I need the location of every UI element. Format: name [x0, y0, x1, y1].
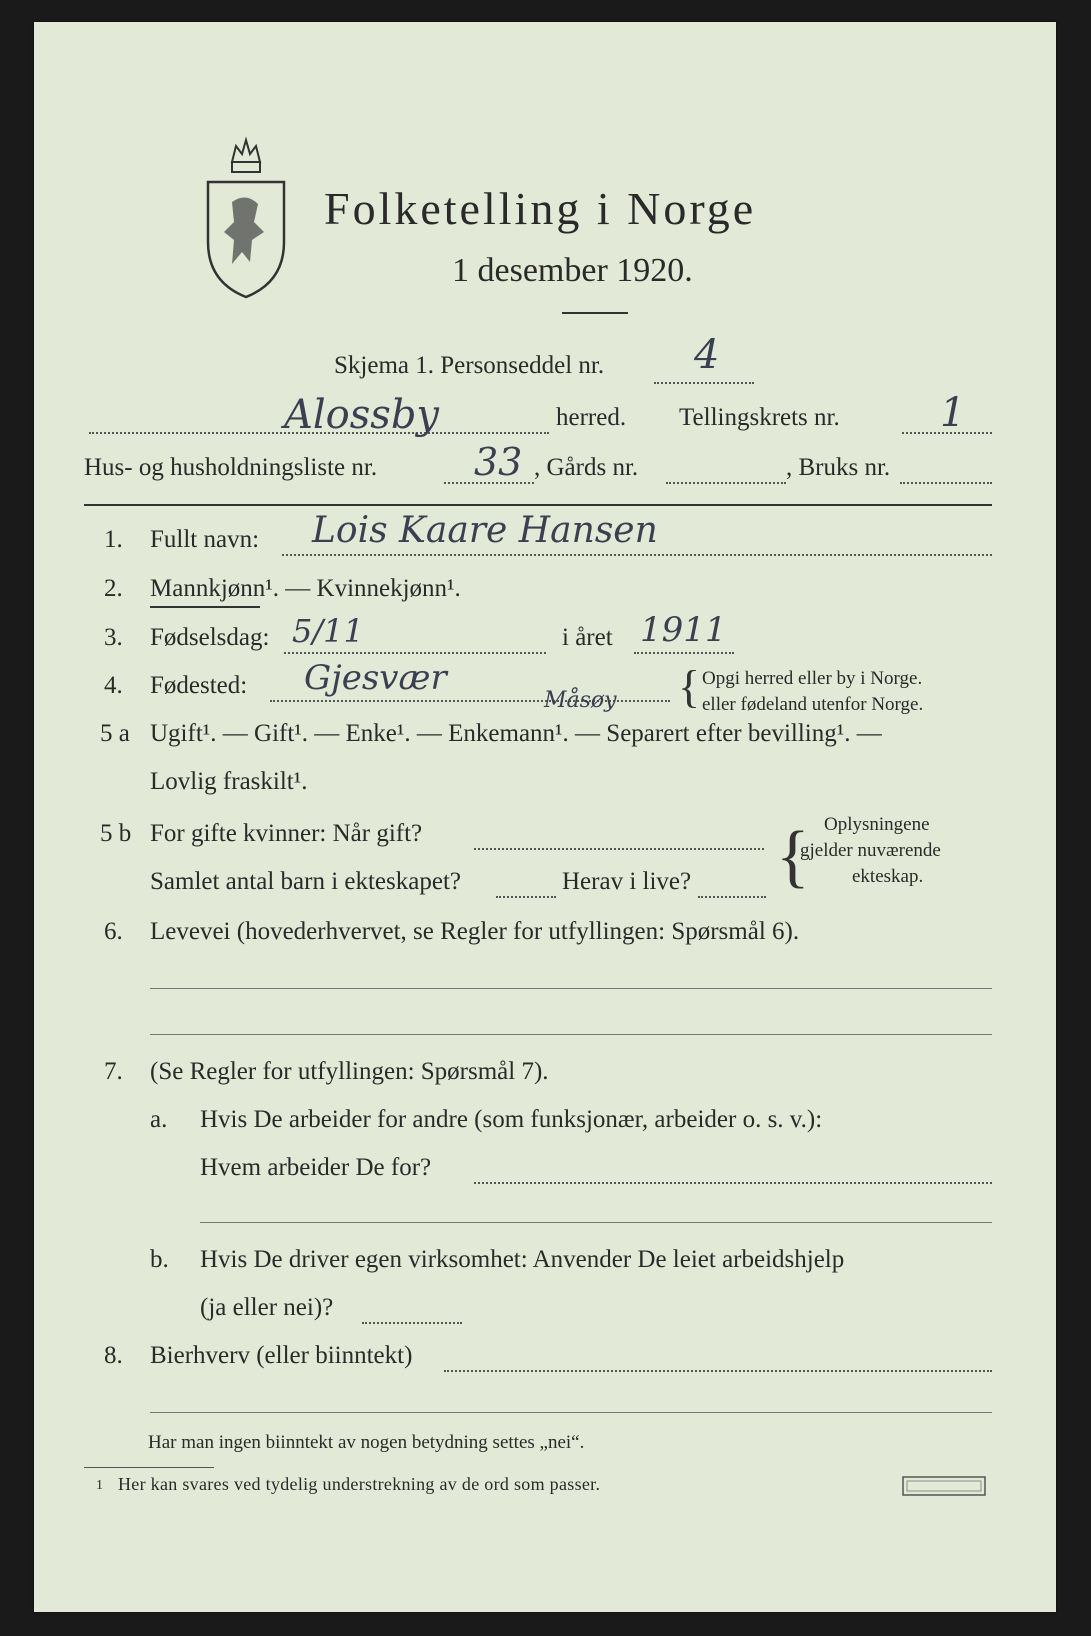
- q7b-line-2: (ja eller nei)?: [200, 1294, 334, 1321]
- q2-underline-mannkjonn: [150, 606, 260, 608]
- printer-stamp-icon: [902, 1476, 986, 1496]
- q4-note-1: Opgi herred eller by i Norge.: [702, 668, 923, 689]
- q6-label: Levevei (hovederhvervet, se Regler for utfyllingen: Spørsmål 6).: [150, 918, 800, 945]
- q4-brace: {: [678, 661, 701, 712]
- q5b-label-3: Herav i live?: [562, 868, 692, 895]
- no-income-note: Har man ingen biinntekt av nogen betydning settes „nei“.: [148, 1432, 585, 1453]
- q2-label: Mannkjønn¹. — Kvinnekjønn¹.: [150, 575, 461, 602]
- q3-year-value: 1911: [640, 610, 727, 650]
- norwegian-coat-of-arms-icon: [202, 132, 290, 300]
- q3-number: 3.: [104, 624, 123, 651]
- q5b-brace: {: [776, 818, 810, 895]
- q5b-note-2: gjelder nuværende: [800, 840, 941, 861]
- form-date: 1 desember 1920.: [452, 252, 693, 289]
- q4-value-2: Måsøy: [544, 688, 617, 713]
- footnote-divider: [84, 1467, 214, 1468]
- q7a-marker: a.: [150, 1106, 168, 1133]
- q6-number: 6.: [104, 918, 123, 945]
- q4-note-2: eller fødeland utenfor Norge.: [702, 694, 924, 715]
- hus-label: Hus- og husholdningsliste nr.: [84, 454, 378, 481]
- q1-label: Fullt navn:: [150, 526, 260, 553]
- q2-number: 2.: [104, 575, 123, 602]
- q3-label: Fødselsdag:: [150, 624, 270, 651]
- q7a-line-1: Hvis De arbeider for andre (som funksjonær, arbeider o. s. v.):: [200, 1106, 823, 1133]
- q3-day-value: 5/11: [292, 612, 364, 650]
- q1-number: 1.: [104, 526, 123, 553]
- q4-number: 4.: [104, 672, 123, 699]
- q1-value: Lois Kaare Hansen: [312, 510, 658, 551]
- bruks-label: , Bruks nr.: [786, 454, 891, 481]
- tellingskrets-label: Tellingskrets nr.: [679, 404, 840, 431]
- hus-nr-value: 33: [474, 440, 523, 484]
- q7a-line-2: Hvem arbeider De for?: [200, 1154, 432, 1181]
- q8-label: Bierhverv (eller biinntekt): [150, 1342, 413, 1369]
- herred-value: Alossby: [284, 392, 440, 438]
- q7b-line-1: Hvis De driver egen virksomhet: Anvender De leiet arbeidshjelp: [200, 1246, 845, 1273]
- q5b-label-2: Samlet antal barn i ekteskapet?: [150, 868, 461, 895]
- q5b-label-1: For gifte kvinner: Når gift?: [150, 820, 423, 847]
- tellingskrets-value: 1: [940, 390, 966, 436]
- schema-nr-value: 4: [694, 332, 720, 378]
- census-form-page: [34, 22, 1056, 1612]
- q5a-number: 5 a: [100, 720, 130, 747]
- q5b-note-1: Oplysningene: [824, 814, 930, 835]
- q5b-number: 5 b: [100, 820, 132, 847]
- gards-label: , Gårds nr.: [534, 454, 639, 481]
- q7-number: 7.: [104, 1058, 123, 1085]
- herred-label: herred.: [556, 404, 627, 431]
- footnote-number: 1: [96, 1478, 103, 1493]
- q7b-marker: b.: [150, 1246, 169, 1273]
- q3-year-label: i året: [562, 624, 613, 651]
- q5a-line-1: Ugift¹. — Gift¹. — Enke¹. — Enkemann¹. — Separert efter bevilling¹. —: [150, 720, 882, 747]
- q4-label: Fødested:: [150, 672, 248, 699]
- q5b-note-3: ekteskap.: [852, 866, 924, 887]
- q8-number: 8.: [104, 1342, 123, 1369]
- header-divider: [84, 504, 992, 506]
- form-title: Folketelling i Norge: [324, 183, 757, 234]
- footnote-text: Her kan svares ved tydelig understrekning av de ord som passer.: [118, 1474, 601, 1494]
- title-divider: [562, 312, 628, 314]
- q7-label: (Se Regler for utfyllingen: Spørsmål 7).: [150, 1058, 549, 1085]
- schema-label: Skjema 1. Personseddel nr.: [334, 352, 605, 379]
- q4-value: Gjesvær: [304, 658, 447, 698]
- q5a-line-2: Lovlig fraskilt¹.: [150, 768, 308, 795]
